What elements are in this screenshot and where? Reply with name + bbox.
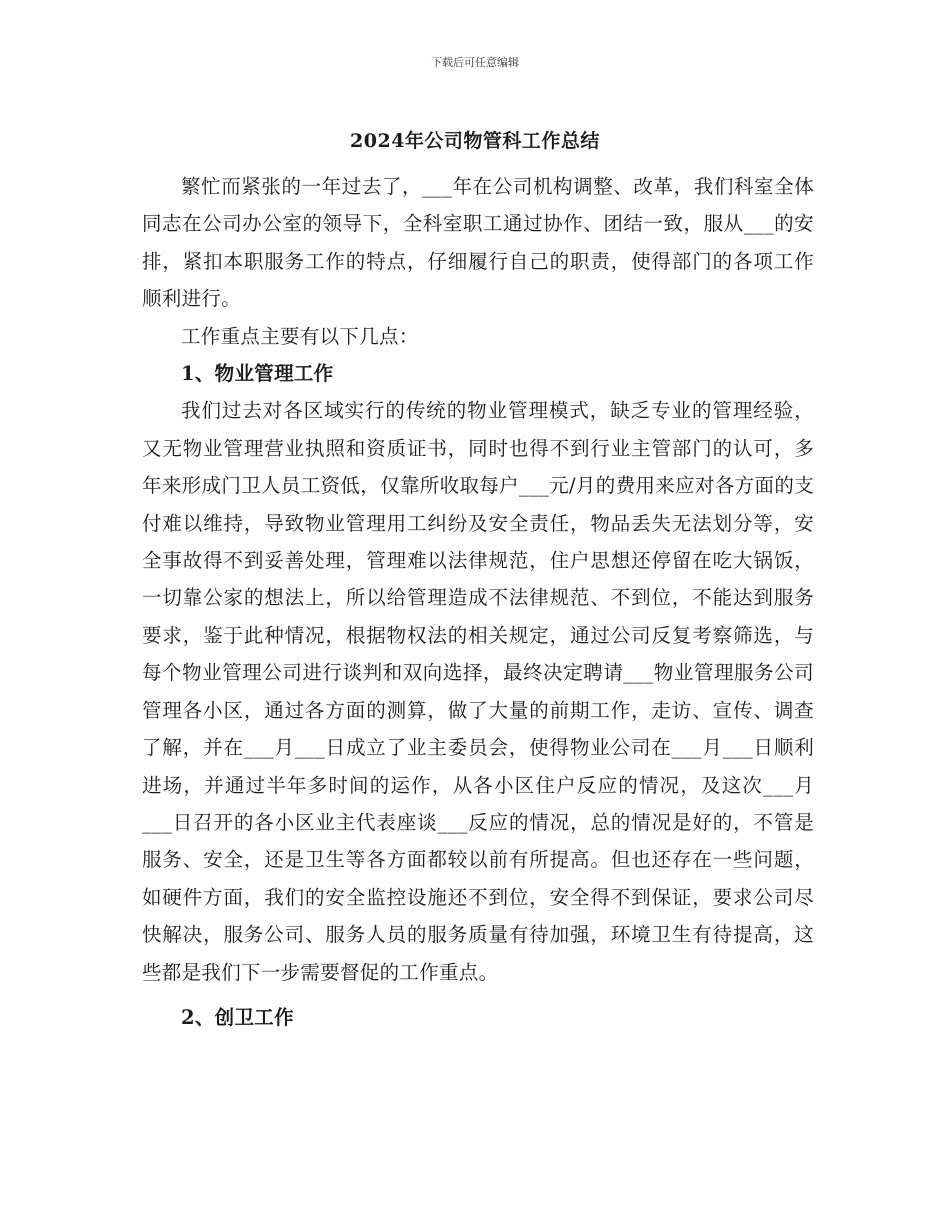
section-heading-property-management: 1、物业管理工作 <box>181 362 334 386</box>
section-paragraph-property-management: 我们过去对各区域实行的传统的物业管理模式，缺乏专业的管理经验，又无物业管理营业执照和资质证书，同时也得不到行业主管部门的认可，多年来形成门卫人员工资低，仅靠所收取每户___元/月的费用来应对各方面的支付难以维持，导致物业管理用工纠纷及安全责任，物品丢失无法划分等，安全事故得不到妥善处理，管理难以法律规范，住户思想还停留在吃大锅饭，一切靠公家的想法上，所以给管理造成不法律规范、不到位，不能达到服务要求，鉴于此种情况，根据物权法的相关规定，通过公司反复考察筛选，与每个物业管理公司进行谈判和双向选择，最终决定聘请___物业管理服务公司管理各小区，通过各方面的测算，做了大量的前期工作，走访、宣传、调查了解，并在___月___日成立了业主委员会，使得物业公司在___月___日顺利进场，并通过半年多时间的运作，从各小区住户反应的情况，及这次___月___日召开的各小区业主代表座谈___反应的情况，总的情况是好的，不管是服务、安全，还是卫生等各方面都较以前有所提高。但也还存在一些问题，如硬件方面，我们的安全监控设施还不到位，安全得不到保证，要求公司尽快解决，服务公司、服务人员的服务质量有待加强，环境卫生有待提高，这些都是我们下一步需要督促的工作重点。 <box>142 399 814 984</box>
header-note: 下载后可任意编辑 <box>431 56 519 69</box>
intro-paragraph: 繁忙而紧张的一年过去了，___年在公司机构调整、改革，我们科室全体同志在公司办公室的领导下，全科室职工通过协作、团结一致，服从___的安排，紧扣本职服务工作的特点，仔细履行自己的职责，使得部门的各项工作顺利进行。 <box>142 175 814 311</box>
focus-intro-paragraph: 工作重点主要有以下几点： <box>181 324 419 348</box>
page-title: 2024年公司物管科工作总结 <box>350 130 600 152</box>
section-heading-sanitation: 2、创卫工作 <box>181 1005 294 1029</box>
document-body <box>142 168 814 1036</box>
